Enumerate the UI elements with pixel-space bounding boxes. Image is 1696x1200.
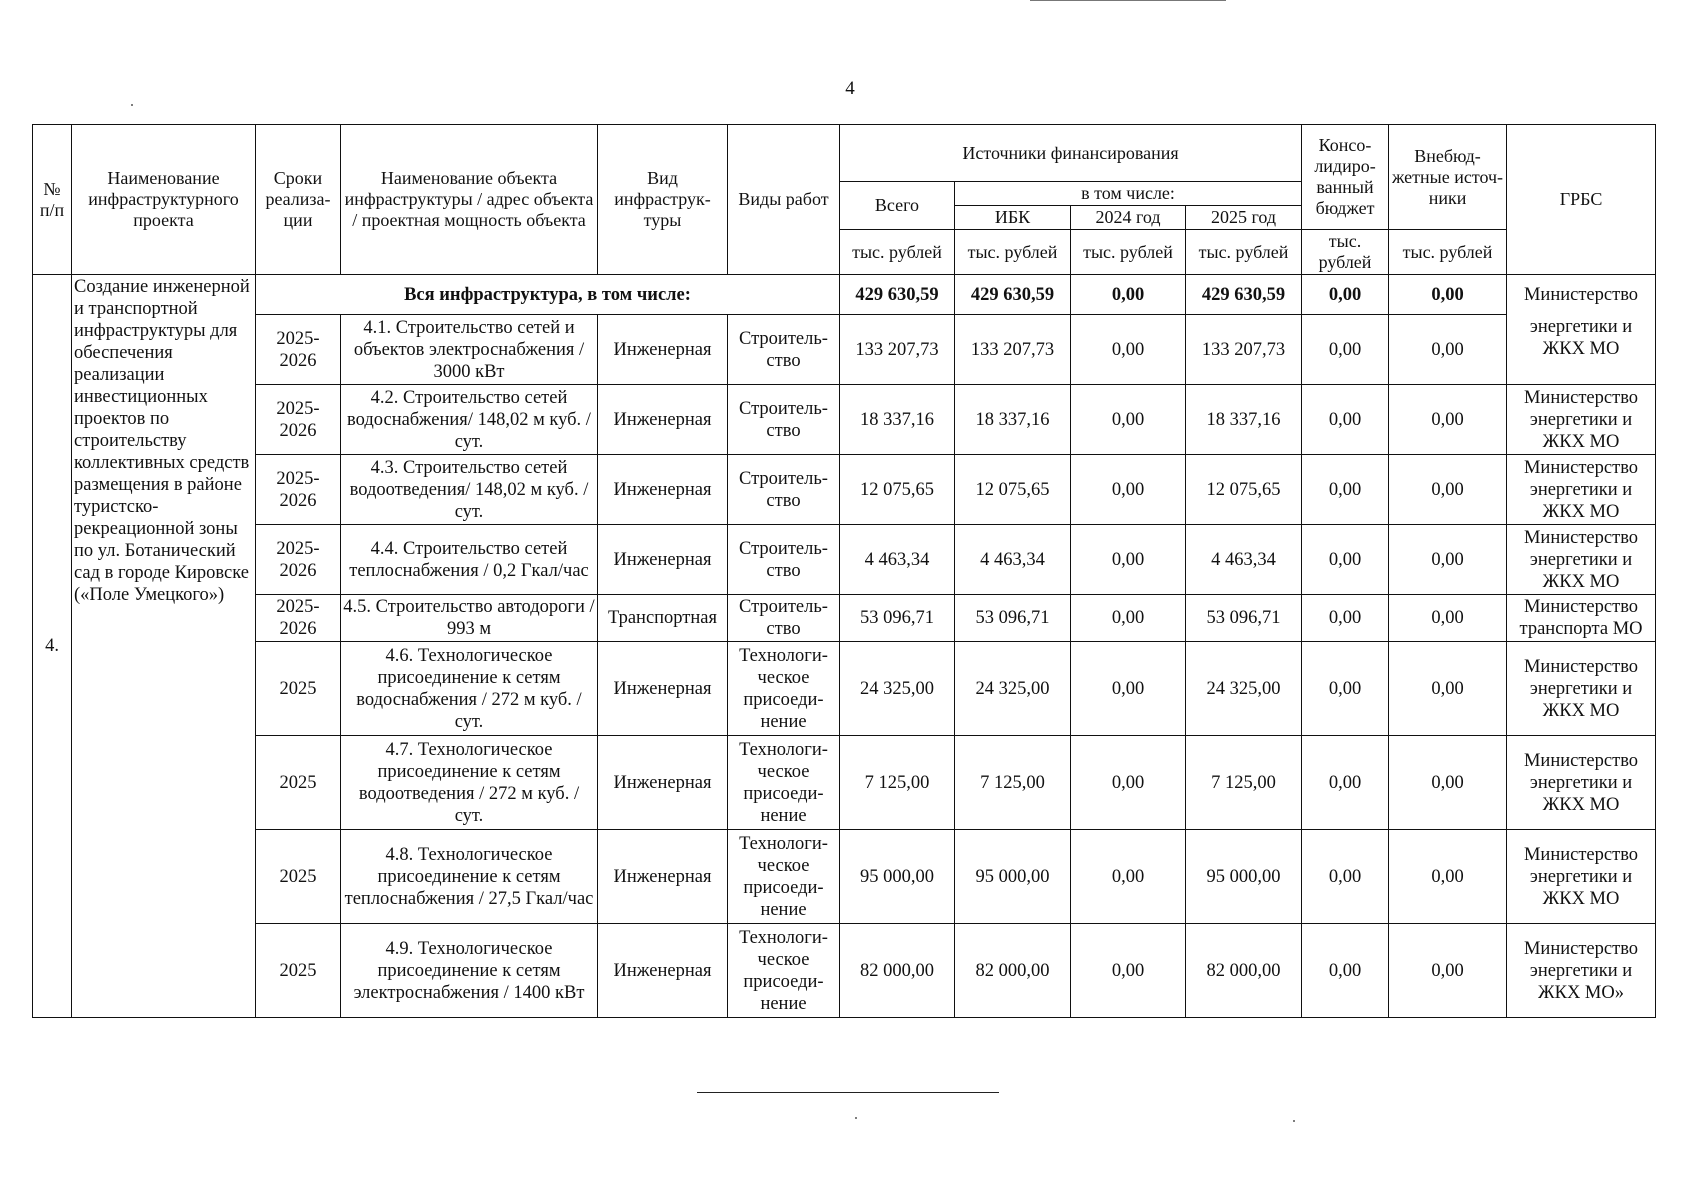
summary-2025: 429 630,59: [1186, 275, 1302, 315]
row-infra-type: Транспортная: [598, 595, 728, 642]
row-total: 7 125,00: [840, 736, 955, 830]
summary-extrabudget: 0,00: [1389, 275, 1507, 315]
row-total: 95 000,00: [840, 830, 955, 924]
row-consolidated: 0,00: [1302, 736, 1389, 830]
row-grbs: Министерство энергетики и ЖКХ МО: [1507, 830, 1656, 924]
row-grbs: Министерство энергетики и ЖКХ МО: [1507, 385, 1656, 455]
row-ibk: 18 337,16: [955, 385, 1071, 455]
row-works: Технологи-ческое присоеди-нение: [728, 736, 840, 830]
row-works: Технологи-ческое присоеди-нение: [728, 642, 840, 736]
row-extrabudget: 0,00: [1389, 315, 1507, 385]
row-works: Строитель-ство: [728, 595, 840, 642]
row-total: 53 096,71: [840, 595, 955, 642]
row-2025: 18 337,16: [1186, 385, 1302, 455]
summary-grbs: Министерство: [1507, 275, 1656, 315]
row-object: 4.9. Технологическое присоединение к сетям электроснабжения / 1400 кВт: [341, 924, 598, 1018]
row-object: 4.2. Строительство сетей водоснабжения/ 148,02 м куб. / сут.: [341, 385, 598, 455]
table-row: [33, 315, 1656, 385]
unit-2025: тыс. рублей: [1186, 230, 1302, 275]
header-extrabudget: Внебюд-жетные источ-ники: [1389, 125, 1507, 230]
header-object: Наименование объекта инфраструктуры / адрес объекта / проектная мощность объекта: [341, 125, 598, 275]
project-num: 4.: [33, 275, 72, 1018]
row-object: 4.4. Строительство сетей теплоснабжения / 0,2 Гкал/час: [341, 525, 598, 595]
row-ibk: 7 125,00: [955, 736, 1071, 830]
row-extrabudget: 0,00: [1389, 595, 1507, 642]
row-2025: 4 463,34: [1186, 525, 1302, 595]
unit-2024: тыс. рублей: [1071, 230, 1186, 275]
row-2024: 0,00: [1071, 642, 1186, 736]
summary-consolidated: 0,00: [1302, 275, 1389, 315]
summary-2024: 0,00: [1071, 275, 1186, 315]
row-infra-type: Инженерная: [598, 642, 728, 736]
row-2024: 0,00: [1071, 924, 1186, 1018]
row-works: Строитель-ство: [728, 385, 840, 455]
header-2024: 2024 год: [1071, 206, 1186, 230]
unit-total: тыс. рублей: [840, 230, 955, 275]
row-consolidated: 0,00: [1302, 315, 1389, 385]
header-2025: 2025 год: [1186, 206, 1302, 230]
row-period: 2025-2026: [256, 595, 341, 642]
row-ibk: 95 000,00: [955, 830, 1071, 924]
scan-speck: [131, 104, 133, 106]
project-name: Создание инженерной и транспортной инфраструктуры для обеспечения реализации инвестиционных проектов по строительству коллективных средств размещения в районе туристско-рекреационной зоны по ул. Ботанический сад в городе Кировске («Поле Умецкого»): [72, 275, 256, 1018]
header-ibk: ИБК: [955, 206, 1071, 230]
row-period: 2025: [256, 736, 341, 830]
footer-separator-line: [697, 1092, 999, 1093]
row-ibk: 24 325,00: [955, 642, 1071, 736]
header-sources: Источники финансирования: [840, 125, 1302, 182]
header-grbs: ГРБС: [1507, 125, 1656, 275]
row-consolidated: 0,00: [1302, 525, 1389, 595]
row-infra-type: Инженерная: [598, 924, 728, 1018]
row-period: 2025: [256, 642, 341, 736]
row-object: 4.8. Технологическое присоединение к сетям теплоснабжения / 27,5 Гкал/час: [341, 830, 598, 924]
row-ibk: 82 000,00: [955, 924, 1071, 1018]
table-row: [33, 924, 1656, 1018]
row-extrabudget: 0,00: [1389, 455, 1507, 525]
row-grbs: энергетики и ЖКХ МО: [1507, 315, 1656, 385]
row-2024: 0,00: [1071, 525, 1186, 595]
row-2024: 0,00: [1071, 385, 1186, 455]
row-object: 4.1. Строительство сетей и объектов электроснабжения / 3000 кВт: [341, 315, 598, 385]
row-period: 2025: [256, 830, 341, 924]
table-row: [33, 525, 1656, 595]
header-infra-type: Вид инфраструк-туры: [598, 125, 728, 275]
row-grbs: Министерство энергетики и ЖКХ МО: [1507, 736, 1656, 830]
row-extrabudget: 0,00: [1389, 924, 1507, 1018]
row-infra-type: Инженерная: [598, 455, 728, 525]
row-infra-type: Инженерная: [598, 525, 728, 595]
row-2024: 0,00: [1071, 830, 1186, 924]
row-works: Технологи-ческое присоеди-нение: [728, 830, 840, 924]
row-2025: 53 096,71: [1186, 595, 1302, 642]
row-infra-type: Инженерная: [598, 736, 728, 830]
page-number: 4: [845, 78, 855, 99]
row-2024: 0,00: [1071, 455, 1186, 525]
summary-label: Вся инфраструктура, в том числе:: [256, 275, 840, 315]
header-including: в том числе:: [955, 182, 1302, 206]
summary-total: 429 630,59: [840, 275, 955, 315]
scan-speck: [1293, 1120, 1295, 1122]
scan-speck: [855, 1117, 857, 1119]
row-object: 4.3. Строительство сетей водоотведения/ 148,02 м куб. / сут.: [341, 455, 598, 525]
row-object: 4.5. Строительство автодороги / 993 м: [341, 595, 598, 642]
row-2025: 7 125,00: [1186, 736, 1302, 830]
header-consolidated: Консо-лидиро-ванный бюджет: [1302, 125, 1389, 230]
row-object: 4.6. Технологическое присоединение к сетям водоснабжения / 272 м куб. / сут.: [341, 642, 598, 736]
row-works: Строитель-ство: [728, 455, 840, 525]
row-period: 2025-2026: [256, 525, 341, 595]
header-num: № п/п: [33, 125, 72, 275]
unit-consolidated: тыс. рублей: [1302, 230, 1389, 275]
row-consolidated: 0,00: [1302, 595, 1389, 642]
table-row: [33, 830, 1656, 924]
row-total: 4 463,34: [840, 525, 955, 595]
row-extrabudget: 0,00: [1389, 642, 1507, 736]
row-2025: 24 325,00: [1186, 642, 1302, 736]
row-period: 2025: [256, 924, 341, 1018]
row-period: 2025-2026: [256, 385, 341, 455]
row-works: Строитель-ство: [728, 525, 840, 595]
row-total: 133 207,73: [840, 315, 955, 385]
row-period: 2025-2026: [256, 455, 341, 525]
row-ibk: 53 096,71: [955, 595, 1071, 642]
row-extrabudget: 0,00: [1389, 525, 1507, 595]
row-2025: 95 000,00: [1186, 830, 1302, 924]
unit-extrabudget: тыс. рублей: [1389, 230, 1507, 275]
row-consolidated: 0,00: [1302, 385, 1389, 455]
row-2025: 82 000,00: [1186, 924, 1302, 1018]
header-period: Сроки реализа-ции: [256, 125, 341, 275]
row-total: 24 325,00: [840, 642, 955, 736]
row-object: 4.7. Технологическое присоединение к сетям водоотведения / 272 м куб. / сут.: [341, 736, 598, 830]
row-grbs: Министерство энергетики и ЖКХ МО: [1507, 455, 1656, 525]
table-row: [33, 595, 1656, 642]
table-row: [33, 385, 1656, 455]
unit-ibk: тыс. рублей: [955, 230, 1071, 275]
row-2024: 0,00: [1071, 736, 1186, 830]
summary-row: [33, 275, 1656, 315]
row-total: 18 337,16: [840, 385, 955, 455]
table-row: [33, 455, 1656, 525]
row-consolidated: 0,00: [1302, 642, 1389, 736]
top-edge-rule: [1030, 0, 1226, 1]
row-grbs: Министерство энергетики и ЖКХ МО: [1507, 642, 1656, 736]
row-extrabudget: 0,00: [1389, 736, 1507, 830]
row-infra-type: Инженерная: [598, 315, 728, 385]
summary-ibk: 429 630,59: [955, 275, 1071, 315]
row-total: 82 000,00: [840, 924, 955, 1018]
row-2025: 133 207,73: [1186, 315, 1302, 385]
row-total: 12 075,65: [840, 455, 955, 525]
row-infra-type: Инженерная: [598, 385, 728, 455]
row-infra-type: Инженерная: [598, 830, 728, 924]
header-project: Наименование инфраструктурного проекта: [72, 125, 256, 275]
row-grbs: Министерство транспорта МО: [1507, 595, 1656, 642]
row-works: Технологи-ческое присоеди-нение: [728, 924, 840, 1018]
row-consolidated: 0,00: [1302, 830, 1389, 924]
header-works: Виды работ: [728, 125, 840, 275]
row-works: Строитель-ство: [728, 315, 840, 385]
row-2024: 0,00: [1071, 315, 1186, 385]
row-consolidated: 0,00: [1302, 455, 1389, 525]
row-ibk: 12 075,65: [955, 455, 1071, 525]
row-grbs: Министерство энергетики и ЖКХ МО»: [1507, 924, 1656, 1018]
row-ibk: 4 463,34: [955, 525, 1071, 595]
row-period: 2025-2026: [256, 315, 341, 385]
row-consolidated: 0,00: [1302, 924, 1389, 1018]
row-extrabudget: 0,00: [1389, 385, 1507, 455]
table-row: [33, 736, 1656, 830]
header-total: Всего: [840, 182, 955, 230]
row-2024: 0,00: [1071, 595, 1186, 642]
table-row: [33, 642, 1656, 736]
row-extrabudget: 0,00: [1389, 830, 1507, 924]
row-ibk: 133 207,73: [955, 315, 1071, 385]
financing-table: [32, 124, 1656, 1018]
row-grbs: Министерство энергетики и ЖКХ МО: [1507, 525, 1656, 595]
row-2025: 12 075,65: [1186, 455, 1302, 525]
